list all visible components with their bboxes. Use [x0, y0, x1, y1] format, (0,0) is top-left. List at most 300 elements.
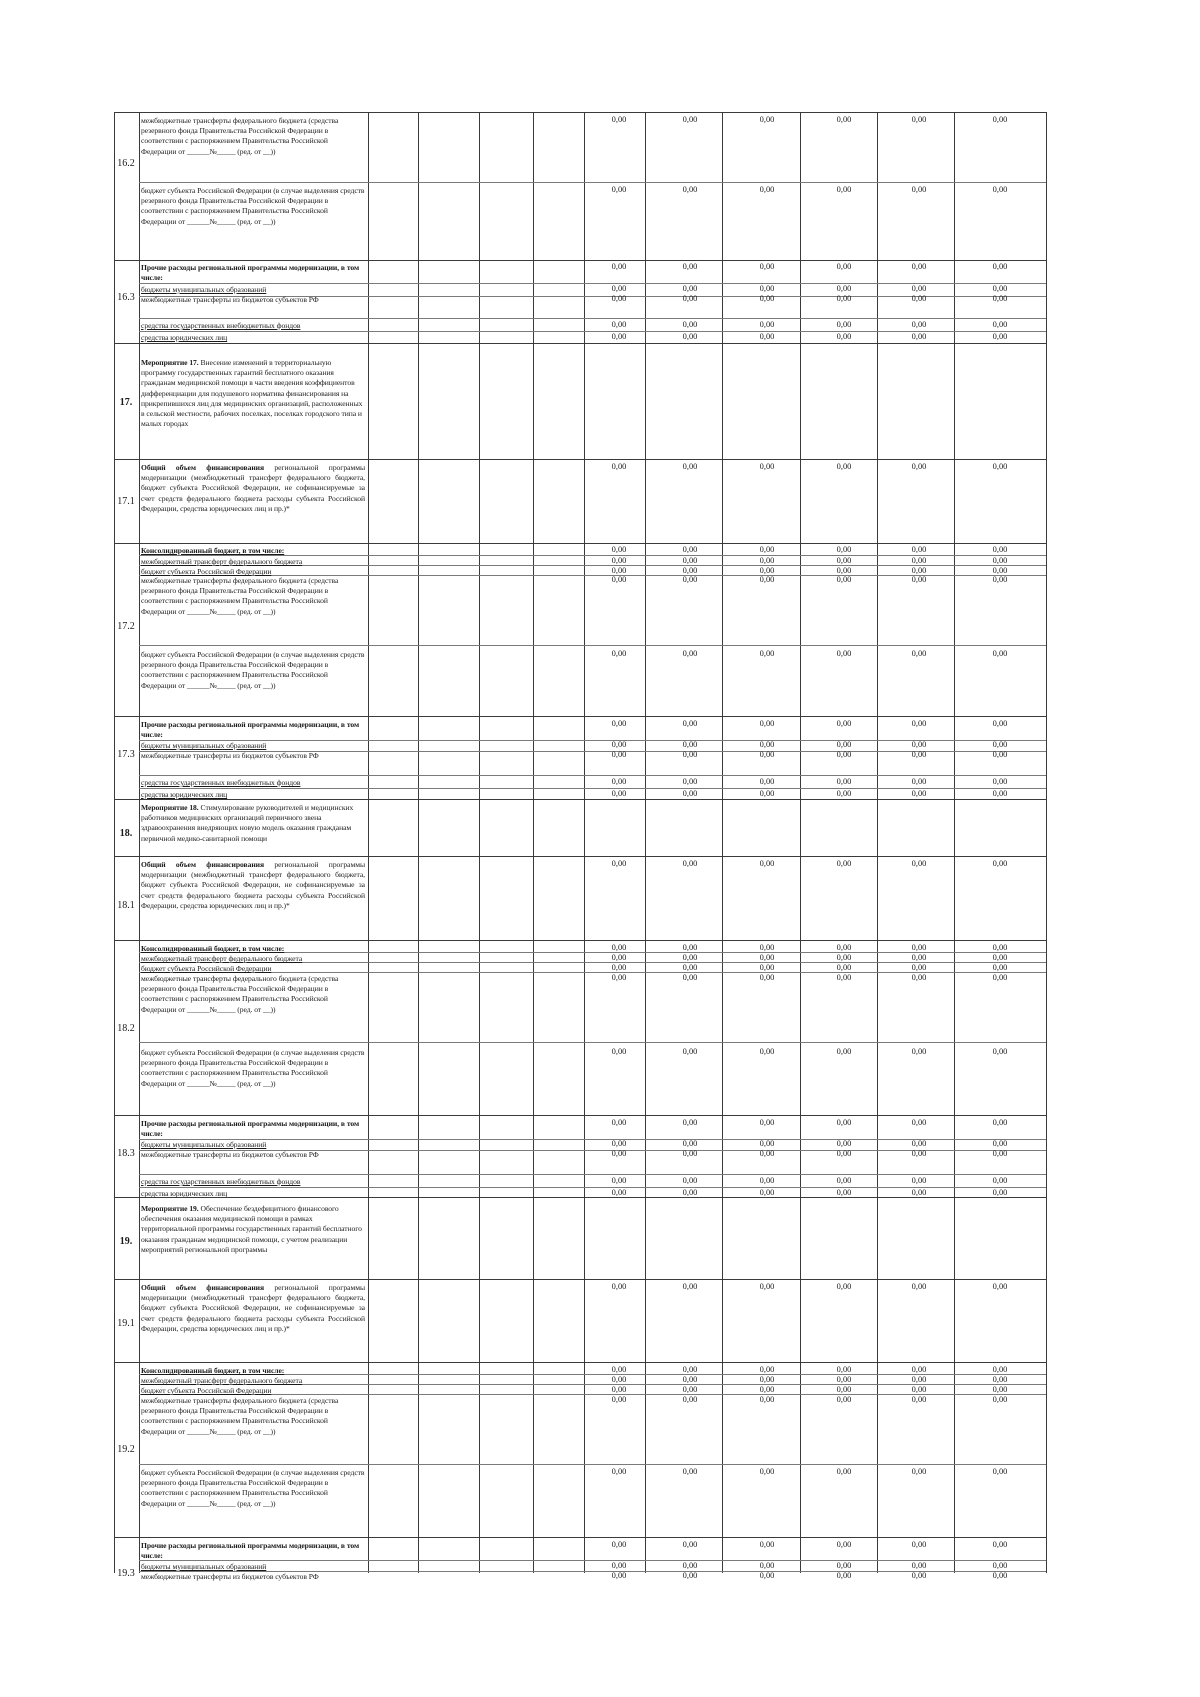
activity-heading-prefix: Мероприятие 19.	[141, 1204, 199, 1213]
value-cell: 0,00	[836, 294, 852, 303]
value-cell: 0,00	[682, 1139, 698, 1148]
value-cell: 0,00	[992, 943, 1008, 952]
activity-heading-prefix: Мероприятие 17.	[141, 358, 199, 367]
value-cell: 0,00	[682, 740, 698, 749]
value-cell: 0,00	[759, 294, 775, 303]
value-cell: 0,00	[682, 294, 698, 303]
value-cell: 0,00	[836, 575, 852, 584]
value-cell: 0,00	[759, 320, 775, 329]
value-cell: 0,00	[992, 777, 1008, 786]
value-cell: 0,00	[759, 719, 775, 728]
value-cell: 0,00	[992, 1176, 1008, 1185]
value-cell: 0,00	[682, 1118, 698, 1127]
value-cell: 0,00	[911, 1540, 927, 1549]
value-cell: 0,00	[682, 973, 698, 982]
value-cell: 0,00	[911, 963, 927, 972]
value-cell: 0,00	[992, 1047, 1008, 1056]
value-cell: 0,00	[992, 115, 1008, 124]
value-cell: 0,00	[992, 1149, 1008, 1158]
value-cell: 0,00	[759, 1139, 775, 1148]
row-label-text: региональной программы модернизации (межбюджетный трансферт федерального бюджета, бюджет субъекта Российской Федерации, не софинансируемые за счет средств федерального бюджета расходы субъекта Российской Федерации, средства юридических лиц и пр.)*	[141, 860, 366, 910]
value-cell: 0,00	[759, 859, 775, 868]
value-cell: 0,00	[836, 1365, 852, 1374]
row-label: межбюджетные трансферты федерального бюджета (средства резервного фонда Правительства Российской Федерации в соответствии с распоряжением Правительства Российской Федерации от ______№_____ (ред. от __))	[141, 116, 339, 156]
value-cell: 0,00	[682, 1047, 698, 1056]
value-cell: 0,00	[836, 185, 852, 194]
row-number: 18.2	[117, 1023, 135, 1034]
value-cell: 0,00	[759, 1561, 775, 1570]
value-cell: 0,00	[911, 284, 927, 293]
value-cell: 0,00	[611, 1540, 627, 1549]
value-cell: 0,00	[682, 1571, 698, 1580]
value-cell: 0,00	[682, 575, 698, 584]
value-cell: 0,00	[759, 963, 775, 972]
activity-heading	[141, 803, 365, 844]
value-cell: 0,00	[611, 462, 627, 471]
value-cell: 0,00	[759, 1282, 775, 1291]
row-number: 19.1	[117, 1318, 135, 1329]
row-label: средства государственных внебюджетных фондов	[141, 778, 301, 787]
value-cell: 0,00	[992, 953, 1008, 962]
row-label: межбюджетные трансферты из бюджетов субъектов РФ	[141, 1572, 319, 1581]
value-cell: 0,00	[611, 1385, 627, 1394]
value-cell: 0,00	[759, 462, 775, 471]
value-cell: 0,00	[611, 185, 627, 194]
value-cell: 0,00	[911, 332, 927, 341]
value-cell: 0,00	[836, 1540, 852, 1549]
row-label: Прочие расходы региональной программы модернизации, в том числе:	[141, 1541, 360, 1561]
row-number: 17.1	[117, 496, 135, 507]
value-cell: 0,00	[611, 777, 627, 786]
value-cell: 0,00	[759, 185, 775, 194]
row-label: межбюджетный трансферт федерального бюджета	[141, 1376, 303, 1385]
row-label: Консолидированный бюджет, в том числе:	[141, 944, 285, 953]
value-cell: 0,00	[836, 545, 852, 554]
value-cell: 0,00	[611, 1188, 627, 1197]
value-cell: 0,00	[836, 719, 852, 728]
value-cell: 0,00	[836, 953, 852, 962]
value-cell: 0,00	[992, 294, 1008, 303]
value-cell: 0,00	[611, 575, 627, 584]
value-cell: 0,00	[992, 1540, 1008, 1549]
value-cell: 0,00	[611, 1139, 627, 1148]
value-cell: 0,00	[611, 262, 627, 271]
row-divider	[139, 775, 1046, 776]
value-cell: 0,00	[611, 1149, 627, 1158]
value-cell: 0,00	[682, 649, 698, 658]
row-label: межбюджетные трансферты из бюджетов субъектов РФ	[141, 295, 319, 304]
value-cell: 0,00	[836, 566, 852, 575]
block-border	[114, 799, 1046, 800]
value-cell: 0,00	[836, 1571, 852, 1580]
value-cell: 0,00	[759, 1365, 775, 1374]
row-number: 16.2	[117, 158, 135, 169]
value-cell: 0,00	[836, 789, 852, 798]
value-cell: 0,00	[836, 1149, 852, 1158]
value-cell: 0,00	[992, 649, 1008, 658]
row-divider	[139, 182, 1046, 183]
value-cell: 0,00	[992, 1118, 1008, 1127]
value-cell: 0,00	[911, 1149, 927, 1158]
value-cell: 0,00	[682, 1540, 698, 1549]
value-cell: 0,00	[611, 859, 627, 868]
value-cell: 0,00	[759, 740, 775, 749]
value-cell: 0,00	[911, 1375, 927, 1384]
value-cell: 0,00	[911, 859, 927, 868]
value-cell: 0,00	[836, 777, 852, 786]
value-cell: 0,00	[911, 740, 927, 749]
value-cell: 0,00	[911, 1561, 927, 1570]
value-cell: 0,00	[911, 556, 927, 565]
value-cell: 0,00	[759, 789, 775, 798]
value-cell: 0,00	[911, 1176, 927, 1185]
value-cell: 0,00	[836, 1139, 852, 1148]
row-label: межбюджетный трансферт федерального бюджета	[141, 954, 303, 963]
block-border	[114, 1362, 1046, 1363]
block-border	[114, 543, 1046, 544]
row-label: Прочие расходы региональной программы модернизации, в том числе:	[141, 720, 360, 740]
block-border	[114, 940, 1046, 941]
block-border	[114, 260, 1046, 261]
value-cell: 0,00	[836, 973, 852, 982]
value-cell: 0,00	[911, 1047, 927, 1056]
value-cell: 0,00	[911, 750, 927, 759]
value-cell: 0,00	[759, 649, 775, 658]
value-cell: 0,00	[611, 963, 627, 972]
row-label: средства юридических лиц	[141, 790, 228, 799]
row-label: Консолидированный бюджет, в том числе:	[141, 1366, 285, 1375]
value-cell: 0,00	[836, 1118, 852, 1127]
activity-heading	[141, 1204, 365, 1255]
value-cell: 0,00	[682, 545, 698, 554]
value-cell: 0,00	[911, 575, 927, 584]
value-cell: 0,00	[682, 1395, 698, 1404]
row-label: средства юридических лиц	[141, 333, 228, 342]
value-cell: 0,00	[611, 566, 627, 575]
value-cell: 0,00	[682, 462, 698, 471]
value-cell: 0,00	[911, 1571, 927, 1580]
value-cell: 0,00	[992, 1375, 1008, 1384]
value-cell: 0,00	[682, 1282, 698, 1291]
value-cell: 0,00	[759, 1385, 775, 1394]
value-cell: 0,00	[759, 1176, 775, 1185]
value-cell: 0,00	[611, 556, 627, 565]
row-label: бюджеты муниципальных образований	[141, 1562, 267, 1571]
block-border	[114, 112, 1046, 113]
value-cell: 0,00	[911, 1395, 927, 1404]
row-number: 17.3	[117, 749, 135, 760]
value-cell: 0,00	[759, 115, 775, 124]
value-cell: 0,00	[759, 1118, 775, 1127]
value-cell: 0,00	[911, 262, 927, 271]
value-cell: 0,00	[611, 115, 627, 124]
value-cell: 0,00	[611, 320, 627, 329]
row-label: межбюджетные трансферты федерального бюджета (средства резервного фонда Правительства Российской Федерации в соответствии с распоряжением Правительства Российской Федерации от ______№_____ (ред. от __))	[141, 974, 339, 1014]
value-cell: 0,00	[611, 789, 627, 798]
value-cell: 0,00	[836, 262, 852, 271]
value-cell: 0,00	[759, 575, 775, 584]
value-cell: 0,00	[759, 1467, 775, 1476]
value-cell: 0,00	[992, 1188, 1008, 1197]
value-cell: 0,00	[682, 566, 698, 575]
row-label: межбюджетные трансферты из бюджетов субъектов РФ	[141, 1150, 319, 1159]
value-cell: 0,00	[611, 1365, 627, 1374]
value-cell: 0,00	[836, 859, 852, 868]
value-cell: 0,00	[992, 1571, 1008, 1580]
value-cell: 0,00	[836, 115, 852, 124]
value-cell: 0,00	[759, 953, 775, 962]
value-cell: 0,00	[682, 1375, 698, 1384]
value-cell: 0,00	[759, 1188, 775, 1197]
value-cell: 0,00	[911, 294, 927, 303]
block-border	[114, 1197, 1046, 1198]
row-divider	[139, 1464, 1046, 1465]
value-cell: 0,00	[836, 1188, 852, 1197]
value-cell: 0,00	[992, 963, 1008, 972]
row-label-bold: Общий объем финансирования	[141, 860, 265, 869]
value-cell: 0,00	[911, 1188, 927, 1197]
value-cell: 0,00	[682, 262, 698, 271]
value-cell: 0,00	[759, 1571, 775, 1580]
row-label: бюджеты муниципальных образований	[141, 1140, 267, 1149]
value-cell: 0,00	[611, 1375, 627, 1384]
value-cell: 0,00	[836, 284, 852, 293]
value-cell: 0,00	[682, 963, 698, 972]
row-label: бюджет субъекта Российской Федерации	[141, 1386, 272, 1395]
value-cell: 0,00	[682, 115, 698, 124]
row-divider	[139, 318, 1046, 319]
value-cell: 0,00	[611, 1282, 627, 1291]
value-cell: 0,00	[759, 943, 775, 952]
row-number: 17.2	[117, 621, 135, 632]
value-cell: 0,00	[836, 649, 852, 658]
value-cell: 0,00	[992, 1139, 1008, 1148]
value-cell: 0,00	[759, 973, 775, 982]
value-cell: 0,00	[682, 332, 698, 341]
row-label: Консолидированный бюджет, в том числе:	[141, 546, 285, 555]
row-number: 19.2	[117, 1444, 135, 1455]
value-cell: 0,00	[911, 320, 927, 329]
value-cell: 0,00	[911, 1467, 927, 1476]
row-label: средства государственных внебюджетных фондов	[141, 1177, 301, 1186]
value-cell: 0,00	[759, 1375, 775, 1384]
table-column-border	[1046, 112, 1047, 1573]
row-label: бюджет субъекта Российской Федерации (в случае выделения средств резервного фонда Правительства Российской Федерации в соответствии с распоряжением Правительства Российской Федерации от ______№_____ (ред. от __))	[141, 186, 365, 226]
value-cell: 0,00	[611, 649, 627, 658]
value-cell: 0,00	[911, 1282, 927, 1291]
value-cell: 0,00	[992, 332, 1008, 341]
value-cell: 0,00	[992, 1467, 1008, 1476]
value-cell: 0,00	[611, 750, 627, 759]
value-cell: 0,00	[836, 462, 852, 471]
row-divider	[139, 1174, 1046, 1175]
value-cell: 0,00	[992, 462, 1008, 471]
value-cell: 0,00	[992, 750, 1008, 759]
value-cell: 0,00	[611, 1047, 627, 1056]
value-cell: 0,00	[992, 185, 1008, 194]
value-cell: 0,00	[911, 1385, 927, 1394]
value-cell: 0,00	[992, 740, 1008, 749]
value-cell: 0,00	[682, 777, 698, 786]
row-number: 19.	[119, 1236, 133, 1247]
value-cell: 0,00	[911, 1365, 927, 1374]
value-cell: 0,00	[836, 1467, 852, 1476]
value-cell: 0,00	[911, 185, 927, 194]
value-cell: 0,00	[682, 859, 698, 868]
value-cell: 0,00	[759, 750, 775, 759]
value-cell: 0,00	[682, 185, 698, 194]
value-cell: 0,00	[992, 1561, 1008, 1570]
value-cell: 0,00	[836, 1176, 852, 1185]
value-cell: 0,00	[992, 566, 1008, 575]
row-label: бюджеты муниципальных образований	[141, 741, 267, 750]
value-cell: 0,00	[992, 556, 1008, 565]
value-cell: 0,00	[611, 953, 627, 962]
row-label: межбюджетный трансферт федерального бюджета	[141, 557, 303, 566]
value-cell: 0,00	[759, 1395, 775, 1404]
value-cell: 0,00	[992, 320, 1008, 329]
value-cell: 0,00	[836, 1395, 852, 1404]
value-cell: 0,00	[611, 294, 627, 303]
value-cell: 0,00	[992, 575, 1008, 584]
value-cell: 0,00	[682, 320, 698, 329]
row-label: Прочие расходы региональной программы модернизации, в том числе:	[141, 1119, 360, 1139]
value-cell: 0,00	[911, 777, 927, 786]
row-label	[141, 1283, 365, 1334]
value-cell: 0,00	[992, 262, 1008, 271]
row-label: бюджет субъекта Российской Федерации	[141, 964, 272, 973]
value-cell: 0,00	[836, 943, 852, 952]
row-number: 18.3	[117, 1148, 135, 1159]
value-cell: 0,00	[759, 262, 775, 271]
row-label: средства юридических лиц	[141, 1189, 228, 1198]
block-border	[114, 343, 1046, 344]
row-label	[141, 860, 365, 911]
block-border	[114, 856, 1046, 857]
row-number: 16.3	[117, 292, 135, 303]
row-label-text: региональной программы модернизации (межбюджетный трансферт федерального бюджета, бюджет субъекта Российской Федерации, не софинансируемые за счет средств федерального бюджета расходы субъекта Российской Федерации, средства юридических лиц и пр.)*	[141, 1283, 366, 1333]
value-cell: 0,00	[992, 1395, 1008, 1404]
value-cell: 0,00	[836, 1385, 852, 1394]
value-cell: 0,00	[911, 1139, 927, 1148]
value-cell: 0,00	[682, 284, 698, 293]
value-cell: 0,00	[611, 332, 627, 341]
value-cell: 0,00	[682, 1561, 698, 1570]
row-label: межбюджетные трансферты из бюджетов субъектов РФ	[141, 751, 319, 760]
value-cell: 0,00	[611, 284, 627, 293]
value-cell: 0,00	[611, 973, 627, 982]
row-number: 18.1	[117, 900, 135, 911]
value-cell: 0,00	[682, 1188, 698, 1197]
value-cell: 0,00	[682, 943, 698, 952]
row-label-text: региональной программы модернизации (межбюджетный трансферт федерального бюджета, бюджет субъекта Российской Федерации, не софинансируемые за счет средств федерального бюджета расходы субъекта Российской Федерации, средства юридических лиц и пр.)*	[141, 463, 366, 513]
value-cell: 0,00	[836, 332, 852, 341]
row-label: бюджет субъекта Российской Федерации (в случае выделения средств резервного фонда Правительства Российской Федерации в соответствии с распоряжением Правительства Российской Федерации от ______№_____ (ред. от __))	[141, 1048, 365, 1088]
activity-heading	[141, 358, 365, 429]
value-cell: 0,00	[682, 1385, 698, 1394]
value-cell: 0,00	[836, 963, 852, 972]
value-cell: 0,00	[611, 545, 627, 554]
value-cell: 0,00	[682, 953, 698, 962]
row-label-bold: Общий объем финансирования	[141, 1283, 265, 1292]
value-cell: 0,00	[836, 1561, 852, 1570]
value-cell: 0,00	[911, 649, 927, 658]
value-cell: 0,00	[992, 1365, 1008, 1374]
block-border	[114, 716, 1046, 717]
value-cell: 0,00	[911, 566, 927, 575]
value-cell: 0,00	[759, 284, 775, 293]
row-label	[141, 463, 365, 514]
value-cell: 0,00	[611, 1561, 627, 1570]
value-cell: 0,00	[911, 789, 927, 798]
value-cell: 0,00	[992, 859, 1008, 868]
row-label: бюджет субъекта Российской Федерации (в случае выделения средств резервного фонда Правительства Российской Федерации в соответствии с распоряжением Правительства Российской Федерации от ______№_____ (ред. от __))	[141, 650, 365, 690]
block-border	[114, 459, 1046, 460]
activity-heading-text: Обеспечение бездефицитного финансового обеспечения оказания медицинской помощи в рамках территориальной программы государственных гарантий бесплатного оказания гражданам медицинской помощи, с учетом реализации мероприятий региональной программы	[141, 1204, 362, 1254]
row-number: 19.3	[117, 1568, 135, 1579]
value-cell: 0,00	[759, 777, 775, 786]
value-cell: 0,00	[911, 943, 927, 952]
value-cell: 0,00	[611, 1176, 627, 1185]
value-cell: 0,00	[682, 1467, 698, 1476]
activity-heading-prefix: Мероприятие 18.	[141, 803, 199, 812]
value-cell: 0,00	[611, 943, 627, 952]
value-cell: 0,00	[759, 1540, 775, 1549]
value-cell: 0,00	[611, 1395, 627, 1404]
value-cell: 0,00	[682, 1149, 698, 1158]
activity-heading-text: Стимулирование руководителей и медицинских работников медицинских организаций первичного звена здравоохранения внедряющих новую модель оказания гражданам первичной медико-санитарной помощи	[141, 803, 354, 843]
value-cell: 0,00	[682, 719, 698, 728]
value-cell: 0,00	[682, 789, 698, 798]
value-cell: 0,00	[992, 719, 1008, 728]
value-cell: 0,00	[682, 556, 698, 565]
value-cell: 0,00	[611, 719, 627, 728]
row-label-bold: Общий объем финансирования	[141, 463, 265, 472]
value-cell: 0,00	[759, 566, 775, 575]
value-cell: 0,00	[682, 750, 698, 759]
value-cell: 0,00	[911, 115, 927, 124]
row-label: бюджет субъекта Российской Федерации (в случае выделения средств резервного фонда Правительства Российской Федерации в соответствии с распоряжением Правительства Российской Федерации от ______№_____ (ред. от __))	[141, 1468, 365, 1508]
row-label: бюджеты муниципальных образований	[141, 285, 267, 294]
row-number: 17.	[119, 397, 133, 408]
value-cell: 0,00	[836, 556, 852, 565]
value-cell: 0,00	[759, 332, 775, 341]
row-label: средства государственных внебюджетных фондов	[141, 321, 301, 330]
value-cell: 0,00	[611, 1571, 627, 1580]
block-border	[114, 1537, 1046, 1538]
value-cell: 0,00	[836, 320, 852, 329]
value-cell: 0,00	[836, 1047, 852, 1056]
value-cell: 0,00	[992, 789, 1008, 798]
value-cell: 0,00	[992, 1282, 1008, 1291]
value-cell: 0,00	[992, 1385, 1008, 1394]
value-cell: 0,00	[911, 1118, 927, 1127]
value-cell: 0,00	[911, 953, 927, 962]
table-column-border	[114, 112, 115, 1573]
value-cell: 0,00	[611, 740, 627, 749]
row-divider	[139, 645, 1046, 646]
activity-heading-text: Внесение изменений в территориальную программу государственных гарантий бесплатного оказания гражданам медицинской помощи в части введения коэффициентов дифференциации для подушевого норматива финансирования на прикрепившихся лиц для медицинских организаций, расположенных в сельской местности, рабочих поселках, поселках городского типа и малых городах	[141, 358, 363, 429]
value-cell: 0,00	[911, 719, 927, 728]
value-cell: 0,00	[759, 1149, 775, 1158]
row-label: Прочие расходы региональной программы модернизации, в том числе:	[141, 263, 360, 283]
value-cell: 0,00	[992, 545, 1008, 554]
value-cell: 0,00	[759, 1047, 775, 1056]
value-cell: 0,00	[836, 740, 852, 749]
value-cell: 0,00	[836, 750, 852, 759]
block-border	[114, 1115, 1046, 1116]
block-border	[114, 1279, 1046, 1280]
